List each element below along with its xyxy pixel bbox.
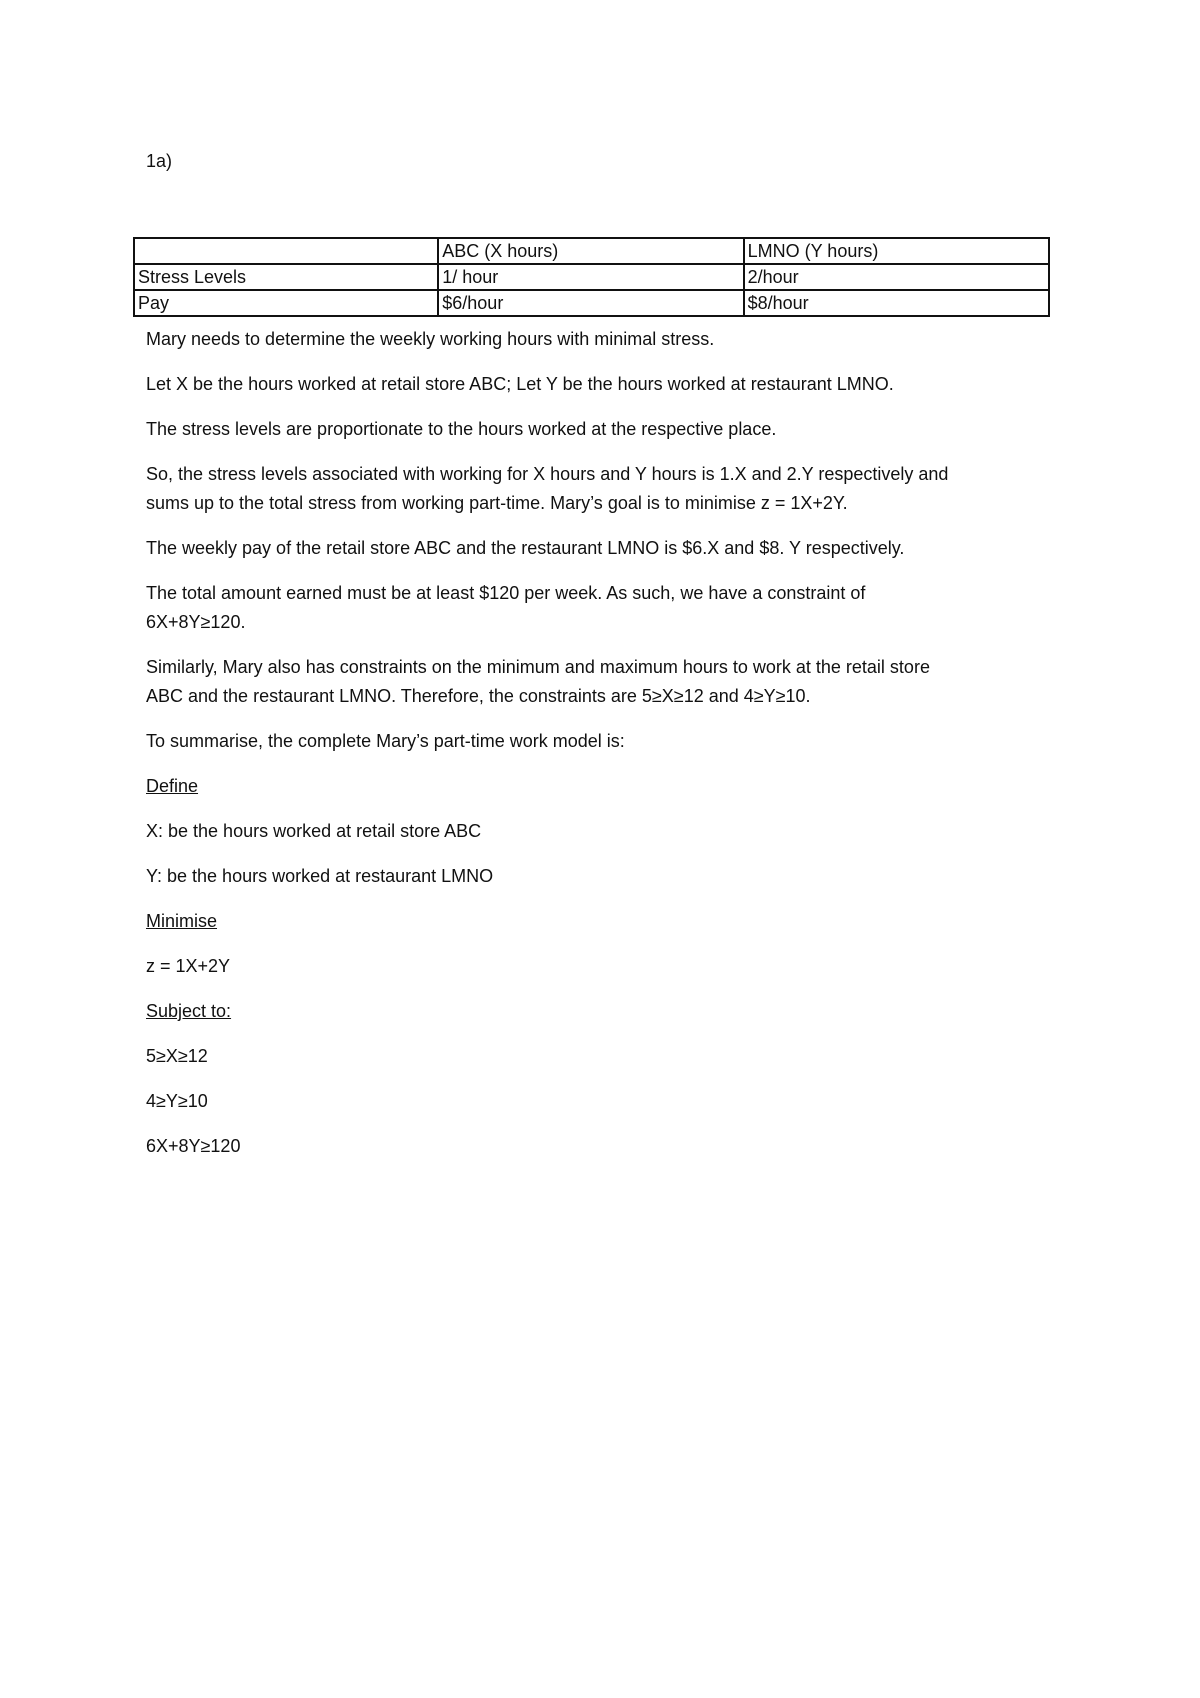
table-cell: $6/hour bbox=[438, 290, 743, 316]
paragraph-line: Similarly, Mary also has constraints on the minimum and maximum hours to work at the retail store bbox=[146, 657, 930, 677]
constraint: 6X+8Y≥120 bbox=[146, 1136, 241, 1156]
table-cell: LMNO (Y hours) bbox=[744, 238, 1049, 264]
define-label: Define bbox=[146, 776, 199, 796]
subject-to-label: Subject to: bbox=[146, 1001, 232, 1021]
table-cell: Pay bbox=[134, 290, 438, 316]
define-x: X: be the hours worked at retail store ABC bbox=[146, 821, 482, 841]
table-row bbox=[134, 290, 1049, 316]
paragraph-line: 6X+8Y≥120. bbox=[146, 612, 246, 632]
paragraph: Mary needs to determine the weekly working hours with minimal stress. bbox=[146, 329, 715, 349]
table-cell: ABC (X hours) bbox=[438, 238, 743, 264]
define-y: Y: be the hours worked at restaurant LMNO bbox=[146, 866, 494, 886]
table-cell bbox=[134, 238, 438, 264]
constraint: 4≥Y≥10 bbox=[146, 1091, 208, 1111]
paragraph-line: sums up to the total stress from working part-time. Mary’s goal is to minimise z = 1X+2Y. bbox=[146, 493, 848, 513]
paragraph bbox=[146, 579, 1066, 637]
paragraph-line: ABC and the restaurant LMNO. Therefore, the constraints are 5≥X≥12 and 4≥Y≥10. bbox=[146, 686, 811, 706]
paragraph: The stress levels are proportionate to the hours worked at the respective place. bbox=[146, 419, 777, 439]
paragraph bbox=[146, 653, 1066, 711]
table-cell: 2/hour bbox=[744, 264, 1049, 290]
minimise-label: Minimise bbox=[146, 911, 218, 931]
paragraph: To summarise, the complete Mary’s part-time work model is: bbox=[146, 731, 625, 751]
paragraph: Let X be the hours worked at retail store ABC; Let Y be the hours worked at restaurant LMNO. bbox=[146, 374, 894, 394]
table-header-row bbox=[134, 238, 1049, 264]
table-cell: $8/hour bbox=[744, 290, 1049, 316]
table-cell: 1/ hour bbox=[438, 264, 743, 290]
paragraph: The weekly pay of the retail store ABC and the restaurant LMNO is $6.X and $8. Y respectively. bbox=[146, 538, 905, 558]
stress-pay-table bbox=[133, 237, 1050, 317]
paragraph-line: So, the stress levels associated with working for X hours and Y hours is 1.X and 2.Y respectively and bbox=[146, 464, 949, 484]
table-cell: Stress Levels bbox=[134, 264, 438, 290]
paragraph bbox=[146, 460, 1066, 518]
objective-function: z = 1X+2Y bbox=[146, 956, 231, 976]
table-row bbox=[134, 264, 1049, 290]
constraint: 5≥X≥12 bbox=[146, 1046, 208, 1066]
question-heading: 1a) bbox=[146, 151, 173, 171]
paragraph-line: The total amount earned must be at least $120 per week. As such, we have a constraint of bbox=[146, 583, 866, 603]
answer-body bbox=[146, 325, 1066, 1177]
